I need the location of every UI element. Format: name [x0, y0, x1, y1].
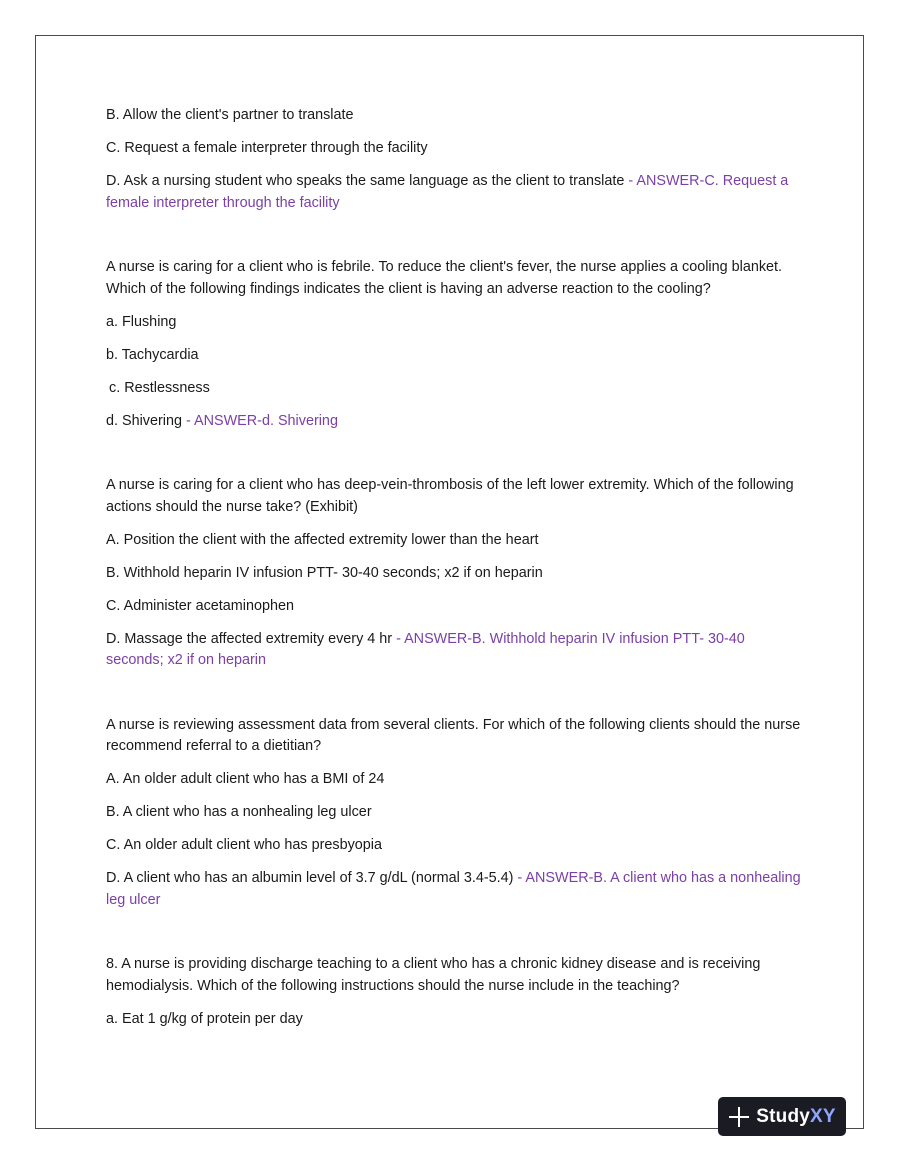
- option-a: a. Flushing: [106, 313, 177, 330]
- studyxy-logo-badge[interactable]: [718, 1097, 846, 1136]
- option-a: a. Eat 1 g/kg of protein per day: [106, 1010, 303, 1027]
- question-stem: A nurse is caring for a client who is febrile. To reduce the client's fever, the nurse applies a cooling blanket. Which of the following findings indicates the client is having an adverse reaction to the cooling?: [106, 259, 783, 297]
- answer-text: - ANSWER-B. Withhold heparin IV infusion PTT- 30-40 seconds; x2 if on heparin: [106, 630, 745, 668]
- option-c: C. Request a female interpreter through the facility: [106, 140, 428, 156]
- option-d-with-answer: [106, 411, 806, 433]
- option-d: D. Ask a nursing student who speaks the same language as the client to translate: [106, 173, 625, 189]
- option-a: A. Position the client with the affected extremity lower than the heart: [106, 531, 539, 548]
- question-4: [106, 715, 806, 912]
- option-d-with-answer: [106, 868, 806, 911]
- option-d-with-answer: [106, 171, 806, 214]
- question-3: [106, 475, 806, 672]
- question-stem: 8. A nurse is providing discharge teaching to a client who has a chronic kidney disease and is receiving hemodialysis. Which of the following instructions should the nurse include in the teaching?: [106, 956, 761, 994]
- option-d: d. Shivering: [106, 412, 182, 429]
- question-8: [106, 954, 806, 1030]
- question-stem: A nurse is caring for a client who has deep-vein-thrombosis of the left lower extremity. Which of the following actions should the nurse take? (Exhibit): [106, 477, 794, 515]
- option-b: B. A client who has a nonhealing leg ulcer: [106, 804, 372, 820]
- plus-icon: [728, 1106, 750, 1128]
- option-b: B. Withhold heparin IV infusion PTT- 30-40 seconds; x2 if on heparin: [106, 564, 543, 581]
- option-b: b. Tachycardia: [106, 346, 199, 363]
- document-body: [106, 105, 806, 1042]
- answer-text: - ANSWER-d. Shivering: [182, 412, 338, 429]
- answer-text: - ANSWER-C. Request a female interpreter through the facility: [106, 173, 789, 211]
- option-b: B. Allow the client's partner to translate: [106, 107, 354, 123]
- brand-accent: XY: [810, 1105, 836, 1127]
- option-d: D. A client who has an albumin level of 3.7 g/dL (normal 3.4-5.4): [106, 870, 514, 886]
- option-c: C. Administer acetaminophen: [106, 597, 294, 614]
- option-d: D. Massage the affected extremity every 4 hr: [106, 630, 393, 647]
- option-d-with-answer: [106, 629, 806, 672]
- question-stem: A nurse is reviewing assessment data from several clients. For which of the following clients should the nurse recommend referral to a dietitian?: [106, 716, 801, 754]
- answer-text: - ANSWER-B. A client who has a nonhealing leg ulcer: [106, 870, 801, 908]
- option-a: A. An older adult client who has a BMI of 24: [106, 771, 385, 787]
- brand-name: [756, 1106, 836, 1128]
- question-2: [106, 257, 806, 432]
- option-c: C. An older adult client who has presbyopia: [106, 837, 382, 853]
- option-c: c. Restlessness: [109, 379, 210, 396]
- question-1: [106, 105, 806, 214]
- brand-main: Study: [756, 1105, 811, 1127]
